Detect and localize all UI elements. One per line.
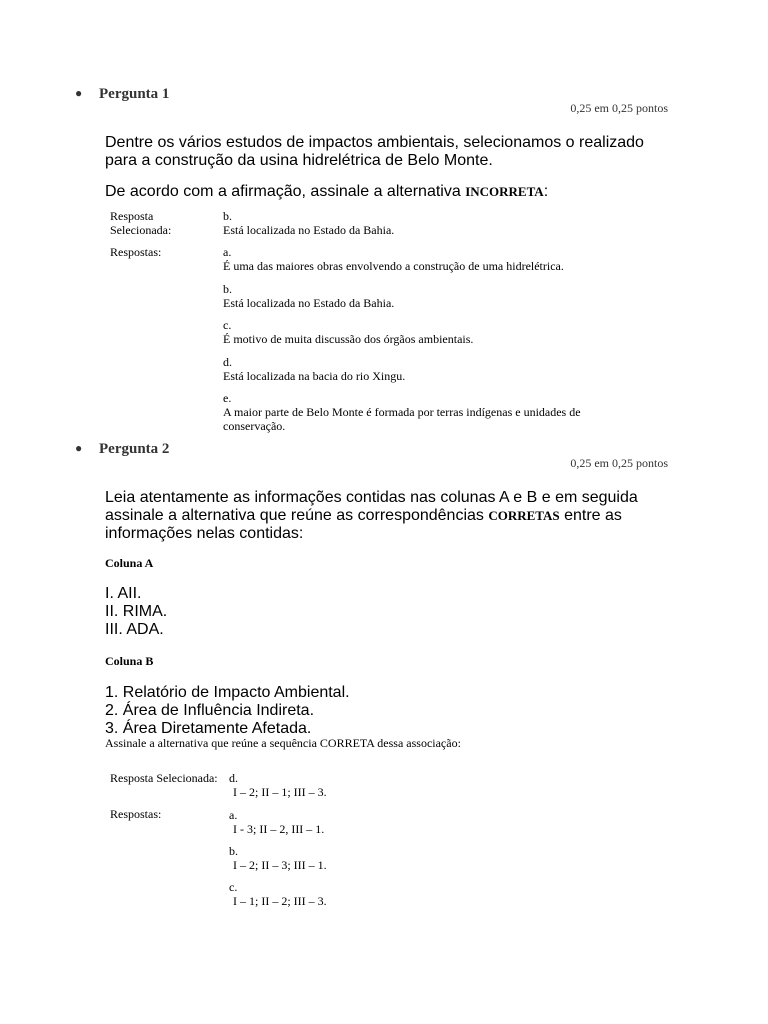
answer-option-b[interactable] xyxy=(229,844,327,872)
option-text: I – 1; II – 2; III – 3. xyxy=(233,894,327,908)
stem-emphasis: CORRETAS xyxy=(488,508,560,523)
bullet-icon: ● xyxy=(75,86,83,100)
column-b-list xyxy=(105,684,350,738)
selected-answer xyxy=(229,771,327,799)
question-2-stem-line-3: informações nelas contidas: xyxy=(105,525,304,542)
selected-answer-label xyxy=(110,209,171,237)
answer-option-e[interactable] xyxy=(223,391,643,433)
list-item: I. AII. xyxy=(105,585,142,602)
question-2-instruction: Assinale a alternativa que reúne a sequência CORRETA dessa associação: xyxy=(105,736,461,750)
option-text-continued: conservação. xyxy=(223,419,286,433)
selected-label-line-2: Selecionada: xyxy=(110,223,172,237)
option-letter: b. xyxy=(229,844,238,858)
option-text: I - 3; II – 2, III – 1. xyxy=(233,822,325,836)
option-letter: a. xyxy=(229,808,238,822)
option-text: A maior parte de Belo Monte é formada por terras indígenas e unidades de xyxy=(223,405,581,419)
option-text: É uma das maiores obras envolvendo a construção de uma hidrelétrica. xyxy=(223,259,564,273)
option-letter: e. xyxy=(223,391,232,405)
option-text: I – 2; II – 3; III – 1. xyxy=(233,858,327,872)
instruction-text: De acordo com a afirmação, assinale a alternativa xyxy=(105,183,466,200)
column-b-title: Coluna B xyxy=(105,654,154,668)
answer-option-a[interactable] xyxy=(229,808,324,836)
answers-label: Respostas: xyxy=(110,245,162,259)
question-2-stem-line-2 xyxy=(105,507,665,525)
question-1-instruction xyxy=(105,183,665,201)
question-2-score: 0,25 em 0,25 pontos xyxy=(570,456,668,470)
option-letter: b. xyxy=(223,282,232,296)
selected-answer-label: Resposta Selecionada: xyxy=(110,771,218,785)
question-1-stem-line-2: para a construção da usina hidrelétrica de Belo Monte. xyxy=(105,152,493,169)
question-2-stem-line-1: Leia atentamente as informações contidas nas colunas A e B e em seguida xyxy=(105,489,638,506)
list-item: 1. Relatório de Impacto Ambiental. xyxy=(105,684,350,701)
option-text: Está localizada no Estado da Bahia. xyxy=(223,296,395,310)
selected-answer-letter: d. xyxy=(229,771,238,785)
option-letter: d. xyxy=(223,355,232,369)
list-item: 2. Área de Influência Indireta. xyxy=(105,702,315,719)
option-letter: c. xyxy=(229,880,238,894)
column-a-title: Coluna A xyxy=(105,556,154,570)
answer-option-c[interactable] xyxy=(223,318,473,346)
instruction-emphasis: INCORRETA xyxy=(465,184,544,199)
answer-option-d[interactable] xyxy=(223,355,405,383)
question-1-stem xyxy=(105,134,665,170)
answers-label: Respostas: xyxy=(110,807,162,821)
question-1-score: 0,25 em 0,25 pontos xyxy=(570,101,668,115)
selected-label-line-1: Resposta xyxy=(110,209,154,223)
bullet-icon: ● xyxy=(75,441,83,455)
selected-answer xyxy=(223,209,394,237)
question-2-stem xyxy=(105,489,665,543)
option-text: Está localizada na bacia do rio Xingu. xyxy=(223,369,406,383)
selected-answer-text: Está localizada no Estado da Bahia. xyxy=(223,223,395,237)
option-text: É motivo de muita discussão dos órgãos ambientais. xyxy=(223,332,474,346)
selected-answer-text: I – 2; II – 1; III – 3. xyxy=(233,785,327,799)
answer-option-a[interactable] xyxy=(223,245,564,273)
list-item: 3. Área Diretamente Afetada. xyxy=(105,720,312,737)
question-1-stem-line-1: Dentre os vários estudos de impactos ambientais, selecionamos o realizado xyxy=(105,134,644,151)
selected-answer-letter: b. xyxy=(223,209,232,223)
question-1-title: Pergunta 1 xyxy=(99,86,170,102)
list-item: III. ADA. xyxy=(105,621,164,638)
option-letter: c. xyxy=(223,318,232,332)
stem-suffix: entre as xyxy=(559,507,622,524)
question-2-title: Pergunta 2 xyxy=(99,441,170,457)
list-item: II. RIMA. xyxy=(105,603,168,620)
stem-text: assinale a alternativa que reúne as correspondências xyxy=(105,507,489,524)
column-a-list xyxy=(105,585,167,639)
instruction-suffix: : xyxy=(543,183,549,200)
answer-option-b[interactable] xyxy=(223,282,394,310)
option-letter: a. xyxy=(223,245,232,259)
answer-option-c[interactable] xyxy=(229,880,327,908)
